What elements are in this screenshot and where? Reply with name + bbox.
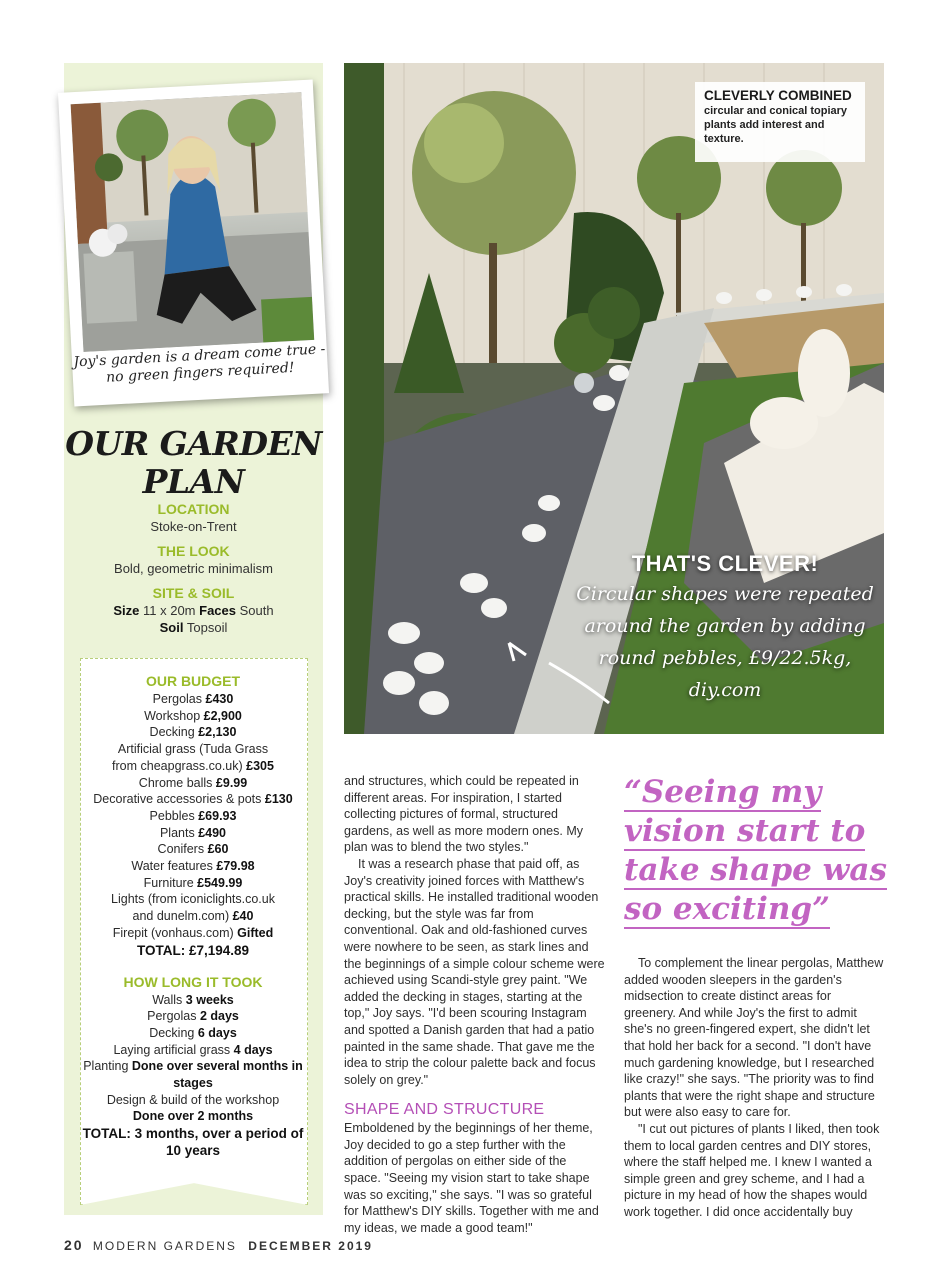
budget-item-label: Decorative accessories & pots	[93, 792, 262, 807]
timeline-items	[78, 992, 308, 1126]
timeline-item-row	[78, 1025, 308, 1042]
pull-quote-line: so exciting”	[624, 891, 830, 927]
budget-item-label: Decking	[149, 725, 195, 740]
budget-item-row	[78, 925, 308, 942]
budget-item-row	[78, 875, 308, 892]
page-number: 20	[64, 1237, 84, 1253]
budget-item-value: £2,130	[198, 725, 237, 740]
location-value: Stoke-on-Trent	[150, 519, 237, 534]
budget-heading: OUR BUDGET	[145, 673, 241, 689]
budget-and-timeline	[78, 672, 308, 1159]
section-subhead: SHAPE AND STRUCTURE	[344, 1101, 545, 1119]
budget-item-label: Firepit (vonhaus.com)	[112, 925, 234, 940]
timeline-item-label: Walls	[152, 992, 183, 1007]
timeline-item-value: 3 weeks	[185, 992, 234, 1007]
budget-item-label: Chrome balls	[138, 775, 213, 790]
budget-item-label: Pebbles	[149, 808, 195, 823]
faces-value: South	[239, 603, 274, 618]
budget-item-label: Furniture	[143, 875, 194, 890]
budget-item-label: Water features	[131, 859, 213, 874]
callout-title: CLEVERLY COMBINED	[704, 88, 852, 103]
budget-item-value: £2,900	[203, 708, 242, 723]
look-value: Bold, geometric minimalism	[114, 561, 273, 576]
article-paragraph: Emboldened by the beginnings of her theme, Joy decided to go a step further with the addition of pergolas on either side of the space. "Seeing my vision start to take shape was so exciting," she says. "I was so grateful for Matthew's DIY skills. Together with me and my ideas, we made a good team!"	[344, 1121, 599, 1235]
budget-item-value: £40	[232, 909, 254, 924]
budget-item-row	[78, 858, 308, 875]
budget-item-label: Artificial grass (Tuda Grass	[117, 742, 269, 757]
budget-item-row	[78, 908, 308, 925]
article-paragraph: "I cut out pictures of plants I liked, then took them to local garden centres and DIY stores, where the staff helped me. I knew I wanted a simple green and grey scheme, and I had a picture in my head of how the shapes would work together. I did once accidentally buy	[624, 1121, 880, 1219]
timeline-item-row	[78, 1058, 308, 1091]
article-paragraph: It was a research phase that paid off, as Joy's creativity joined forces with Matthew's practical skills. He installed traditional wooden decking, but the style was far from conventional. Oak and old-fashioned curves were nowhere to be seen, as stark lines and the beginnings of a simple colour scheme were achieved using Scandi-style grey paint. "We added the decking in stages, starting at the top," Joy says. "I'd been scouring Instagram and spotted a Danish garden that had a patio painted in the same shade. That gave me the idea to strip the colour palette back and focus solely on grey."	[344, 856, 605, 1087]
timeline-item-row	[78, 992, 308, 1009]
budget-item-label: from cheapgrass.co.uk)	[112, 758, 243, 773]
pull-quote-line: “Seeing my	[624, 774, 822, 810]
size-label: Size	[113, 603, 140, 618]
location-heading: LOCATION	[157, 501, 230, 517]
cleverly-combined-callout	[695, 82, 865, 162]
article-column-1	[344, 773, 606, 1236]
budget-item-label: Lights (from iconiclights.co.uk	[111, 892, 275, 907]
budget-item-row	[78, 841, 308, 858]
size-value: 11 x 20m	[143, 603, 196, 618]
budget-item-value: £130	[264, 792, 293, 807]
timeline-item-row	[78, 1092, 308, 1109]
polaroid-caption: Joy's garden is a dream come true - no green fingers required!	[73, 341, 326, 386]
magazine-name: MODERN GARDENS	[92, 1239, 237, 1253]
timeline-item-row	[78, 1108, 308, 1125]
budget-item-value: £305	[246, 758, 274, 773]
budget-item-row	[78, 758, 308, 775]
budget-item-value: £9.99	[215, 775, 248, 790]
budget-item-row	[78, 775, 308, 792]
timeline-item-value: Done over 2 months	[132, 1109, 254, 1124]
budget-item-label: and dunelm.com)	[132, 909, 230, 924]
owner-polaroid	[58, 80, 329, 407]
timeline-total: TOTAL: 3 months, over a period of 10 years	[82, 1126, 304, 1159]
garden-plan-title: OUR GARDEN PLAN	[65, 424, 322, 501]
budget-item-row	[78, 724, 308, 741]
budget-item-label: Conifers	[157, 842, 205, 857]
issue-date: DECEMBER 2019	[248, 1239, 373, 1253]
clever-title: THAT'S CLEVER!	[631, 551, 819, 576]
timeline-item-row	[78, 1008, 308, 1025]
budget-item-label: Plants	[159, 825, 195, 840]
look-heading: THE LOOK	[157, 543, 230, 559]
soil-label: Soil	[159, 620, 184, 635]
budget-item-row	[78, 691, 308, 708]
budget-item-value: £60	[207, 842, 229, 857]
timeline-item-label: Decking	[149, 1025, 195, 1040]
pull-quote-line: take shape was	[624, 852, 887, 888]
timeline-item-value: 4 days	[233, 1042, 273, 1057]
callout-text: circular and conical topiary plants add interest and texture.	[704, 105, 848, 145]
timeline-item-row	[78, 1042, 308, 1059]
timeline-item-label: Laying artificial grass	[113, 1042, 231, 1057]
budget-item-value: £69.93	[198, 808, 237, 823]
budget-item-row	[78, 741, 308, 758]
timeline-heading: HOW LONG IT TOOK	[123, 973, 263, 990]
budget-item-label: Workshop	[144, 708, 201, 723]
timeline-item-value: 6 days	[197, 1025, 237, 1040]
pull-quote-line: vision start to	[624, 813, 866, 849]
faces-label: Faces	[199, 603, 237, 618]
budget-item-row	[78, 808, 308, 825]
timeline-item-value: 2 days	[199, 1009, 239, 1024]
budget-item-value: £490	[198, 825, 227, 840]
timeline-item-value: Done over several months in stages	[131, 1059, 303, 1091]
timeline-item-label: Design & build of the workshop	[106, 1092, 280, 1107]
budget-total: TOTAL: £7,194.89	[136, 942, 250, 958]
budget-item-row	[78, 791, 308, 808]
article-paragraph: To complement the linear pergolas, Matthew added wooden sleepers in the garden's midsection to create distinct areas for greenery. And while Joy's the first to admit she's no green-fingered expert, she didn't let that hold her back for a second. "I don't have much gardening knowledge, but I researched like crazy!" she says. "The priority was to find plants that were the right shape and structure but were also easy to care for.	[624, 956, 884, 1120]
budget-item-value: Gifted	[237, 925, 274, 940]
soil-value: Topsoil	[186, 620, 228, 635]
thats-clever-overlay	[575, 550, 875, 706]
article-paragraph: and structures, which could be repeated in different areas. For inspiration, I started collecting pictures of formal, structured gardens, as well as more modern ones. My plan was to blend the two styles."	[344, 774, 583, 855]
site-soil-value	[64, 602, 323, 636]
clever-text: Circular shapes were repeated around the garden by adding round pebbles, £9/22.5kg, diy.com	[576, 583, 874, 701]
pull-quote	[624, 773, 904, 929]
timeline-item-label: Pergolas	[147, 1009, 197, 1024]
page-footer	[64, 1237, 373, 1253]
budget-item-value: £430	[205, 692, 234, 706]
article-column-2	[624, 955, 886, 1221]
budget-item-label: Pergolas	[152, 692, 203, 706]
timeline-item-label: Planting	[83, 1059, 129, 1074]
budget-item-row	[78, 708, 308, 725]
garden-facts	[64, 500, 323, 643]
site-soil-heading: SITE & SOIL	[152, 585, 235, 601]
budget-item-row	[78, 891, 308, 908]
budget-item-value: £79.98	[216, 859, 255, 874]
owner-photo	[71, 92, 315, 352]
budget-item-row	[78, 825, 308, 842]
budget-item-value: £549.99	[197, 875, 243, 890]
budget-items	[78, 691, 308, 942]
owner-photo-illustration	[71, 92, 315, 352]
